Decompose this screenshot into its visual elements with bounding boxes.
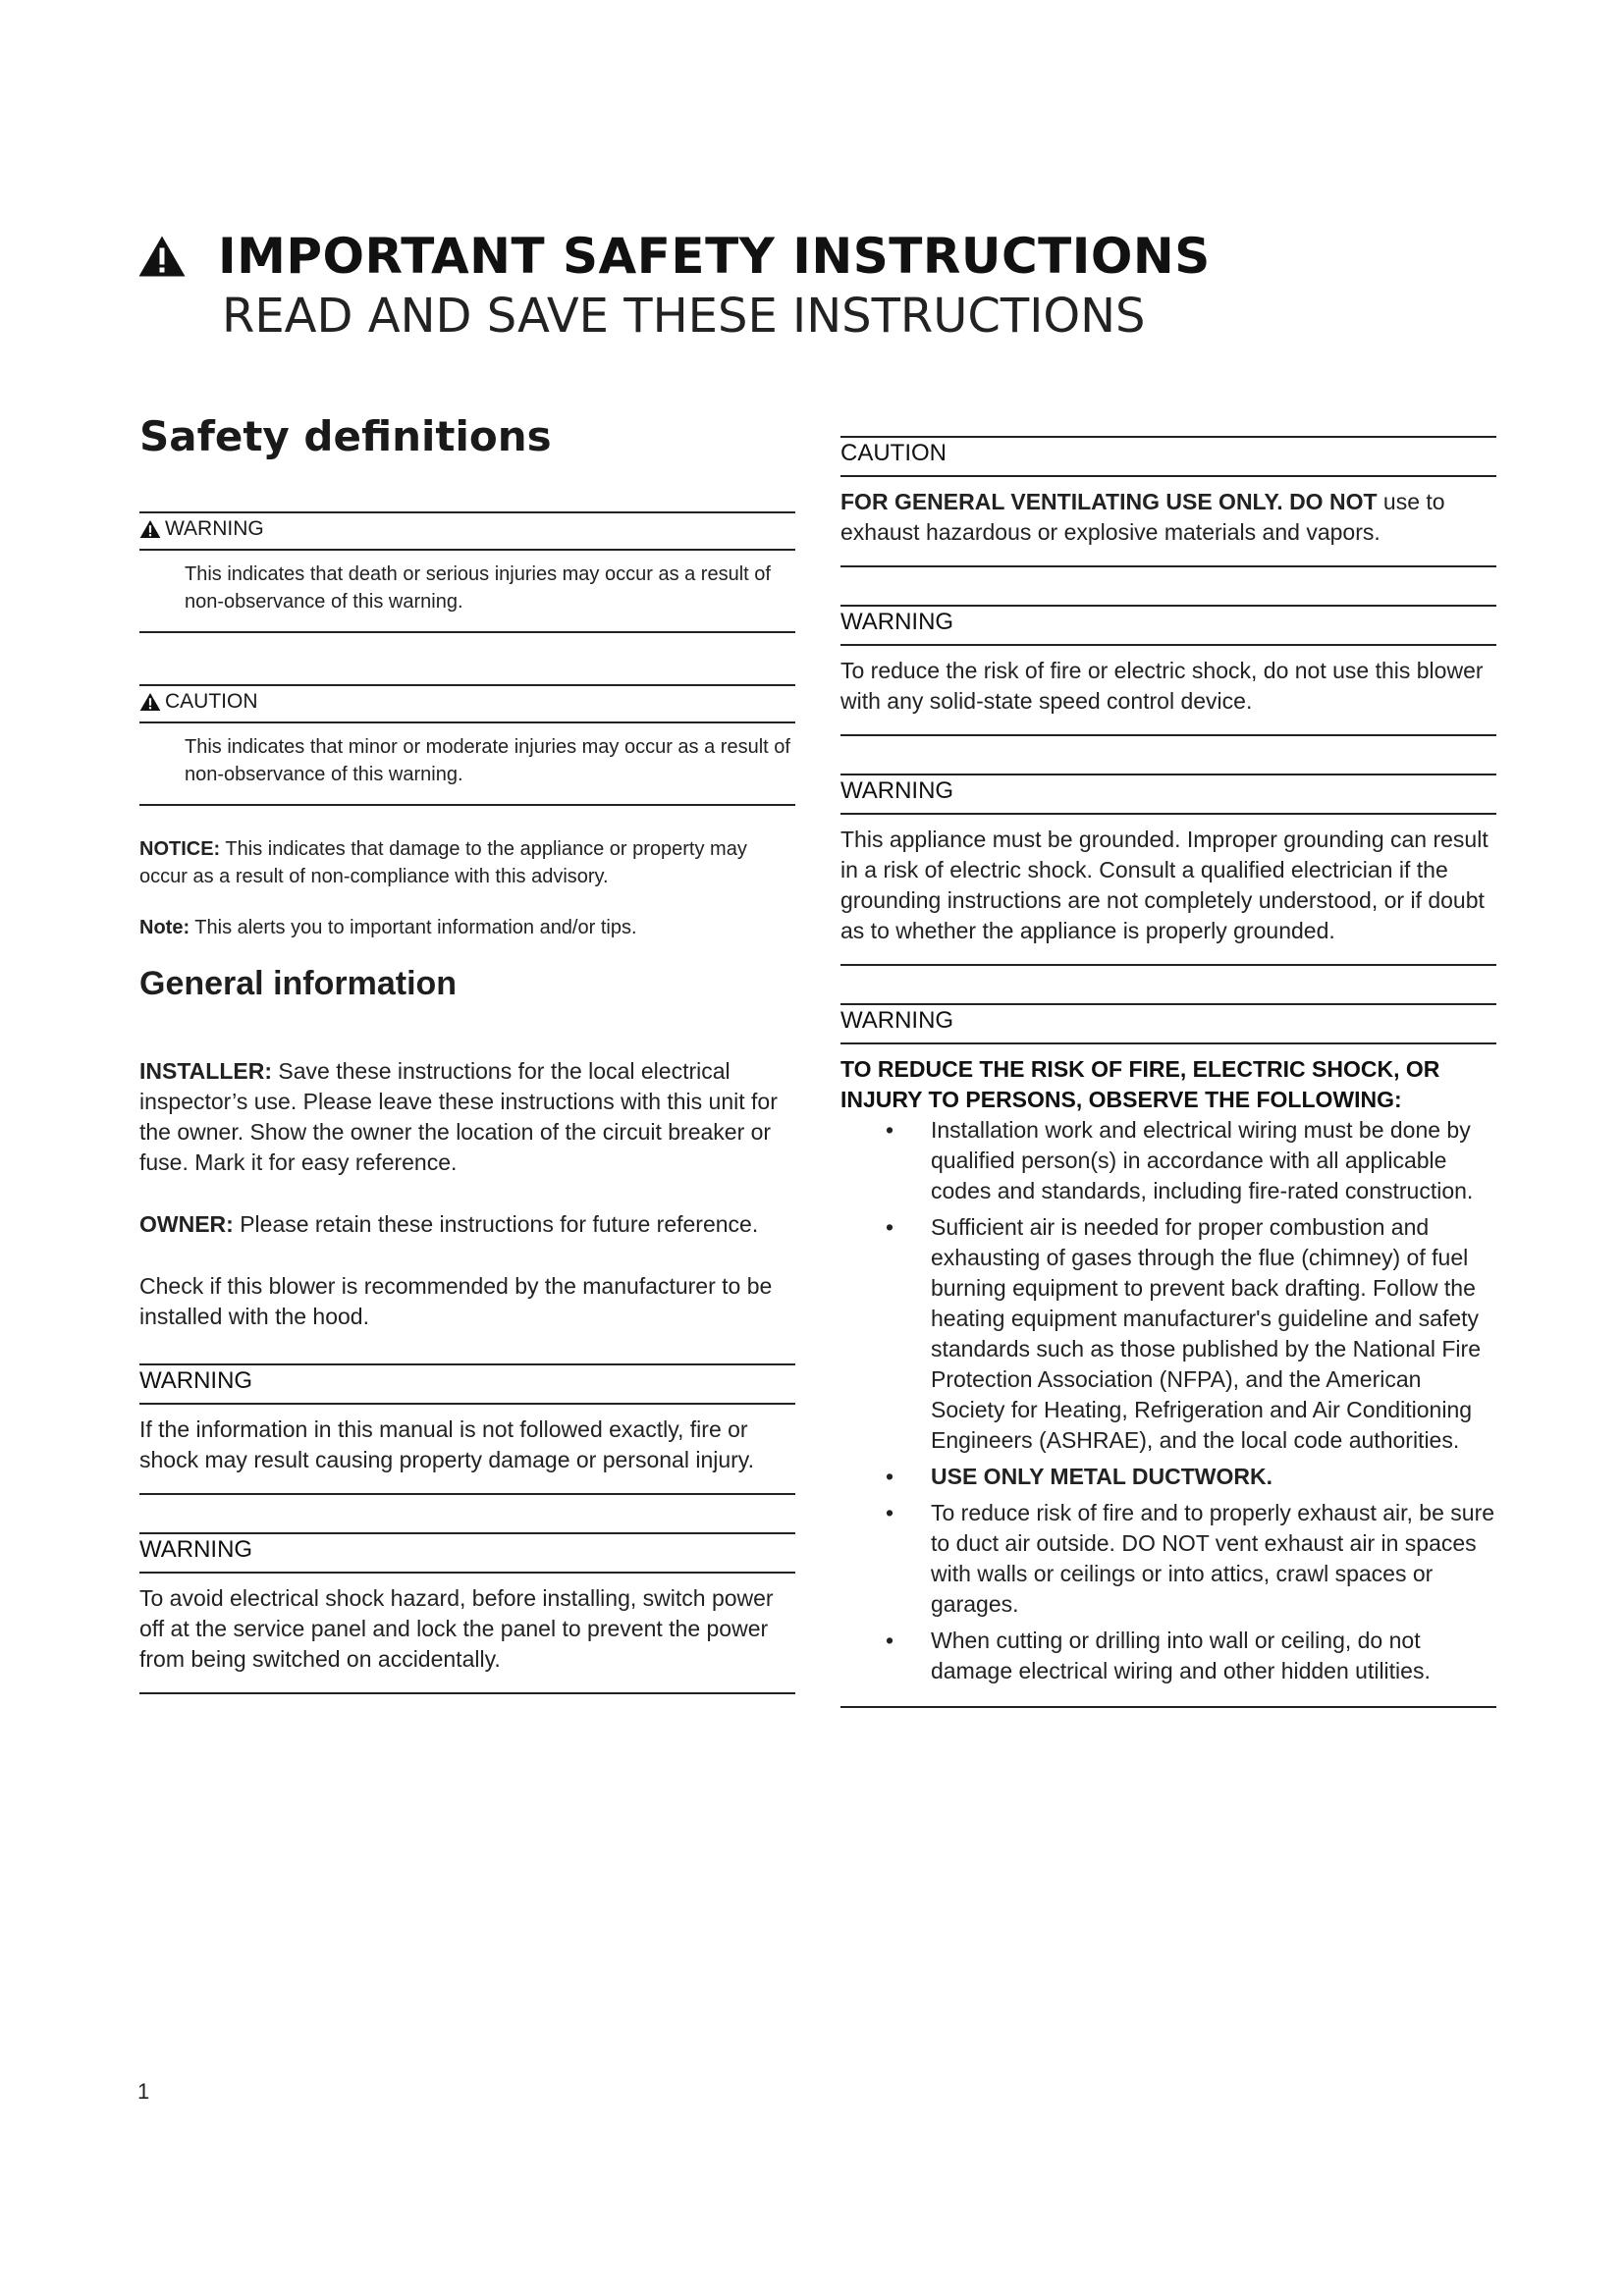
bullet-icon: • — [886, 1214, 894, 1240]
warning-triangle-icon — [139, 519, 161, 539]
caution-definition-text: This indicates that minor or moderate injuries may occur as a result of non-observance of this warning. — [185, 736, 790, 785]
installer-paragraph — [139, 1056, 795, 1178]
page-title: IMPORTANT SAFETY INSTRUCTIONS — [218, 228, 1211, 285]
warning-list-intro: TO REDUCE THE RISK OF FIRE, ELECTRIC SHOCK, OR INJURY TO PERSONS, OBSERVE THE FOLLOWING: — [840, 1056, 1440, 1112]
page-subtitle: READ AND SAVE THESE INSTRUCTIONS — [222, 289, 1146, 344]
owner-label: OWNER: — [139, 1211, 234, 1237]
warning-definition-text: This indicates that death or serious injuries may occur as a result of non-observance of this warning. — [185, 563, 771, 613]
document-header — [137, 228, 1211, 344]
bullet-icon: • — [886, 1628, 894, 1653]
page-number: 1 — [137, 2079, 150, 2104]
bullet-icon: • — [886, 1464, 894, 1489]
warning-box-shock — [139, 1532, 795, 1694]
warning-label: WARNING — [139, 1365, 795, 1405]
warning-box-grounding — [840, 774, 1496, 966]
caution-text — [840, 477, 1496, 565]
list-item-text: Installation work and electrical wiring must be done by qualified person(s) in accordance with all applicable codes and standards, including fire-rated construction. — [931, 1117, 1474, 1203]
list-item — [840, 1498, 1496, 1620]
list-item — [840, 1212, 1496, 1456]
safety-definitions-heading: Safety definitions — [139, 412, 552, 460]
title-row — [137, 228, 1211, 285]
list-item-text: USE ONLY METAL DUCTWORK. — [931, 1464, 1272, 1489]
bullet-icon: • — [886, 1500, 894, 1525]
warning-triangle-icon — [139, 692, 161, 712]
list-item — [840, 1626, 1496, 1686]
warning-label: WARNING — [840, 607, 1496, 646]
owner-paragraph — [139, 1209, 795, 1240]
warning-text: This appliance must be grounded. Improper grounding can result in a risk of electric shock. Consult a qualified electrician if the grounding instructions are not completely understood, or if doubt as to whether the appliance is properly grounded. — [840, 827, 1489, 943]
installer-label: INSTALLER: — [139, 1058, 273, 1084]
caution-definition-header — [139, 686, 795, 723]
warning-text: If the information in this manual is not followed exactly, fire or shock may result causing property damage or personal injury. — [139, 1416, 754, 1472]
caution-definition-box — [139, 684, 795, 806]
note-paragraph — [139, 914, 795, 941]
list-item-text: When cutting or drilling into wall or ceiling, do not damage electrical wiring and other hidden utilities. — [931, 1628, 1431, 1683]
list-item — [840, 1462, 1496, 1492]
warning-definition-label: WARNING — [165, 517, 264, 540]
owner-text: Please retain these instructions for future reference. — [233, 1211, 759, 1237]
warning-box-speed-control — [840, 605, 1496, 736]
list-item-text: Sufficient air is needed for proper combustion and exhausting of gases through the flue (chimney) of fuel burning equipment to prevent back drafting. Follow the heating equipment manufacturer's guideline and safety standards such as those published by the National Fire Protection Association (NFPA), and the American Society for Heating, Refrigeration and Air Conditioning Engineers (ASHRAE), and the local code authorities. — [931, 1214, 1481, 1453]
warning-text: To reduce the risk of fire or electric shock, do not use this blower with any solid-state speed control device. — [840, 658, 1484, 714]
installer-text: Save these instructions for the local electrical inspector’s use. Please leave these instructions with this unit for the owner. Show the owner the location of the circuit breaker or fuse. Mark it for easy reference. — [139, 1058, 778, 1175]
caution-definition-label: CAUTION — [165, 690, 258, 713]
caution-label: CAUTION — [840, 438, 1496, 477]
warning-definition-box — [139, 511, 795, 633]
left-column — [139, 412, 795, 1732]
notice-label: NOTICE: — [139, 838, 221, 860]
caution-bold-text: FOR GENERAL VENTILATING USE ONLY. DO NOT — [840, 489, 1378, 514]
notice-paragraph — [139, 835, 795, 890]
bullet-icon: • — [886, 1117, 894, 1143]
warning-text: To avoid electrical shock hazard, before installing, switch power off at the service panel and lock the panel to prevent the power from being switched on accidentally. — [139, 1585, 774, 1672]
check-paragraph: Check if this blower is recommended by the manufacturer to be installed with the hood. — [139, 1273, 773, 1329]
warning-label: WARNING — [840, 1005, 1496, 1044]
warning-label: WARNING — [139, 1534, 795, 1574]
note-label: Note: — [139, 917, 190, 938]
warning-box-manual — [139, 1363, 795, 1495]
warning-box-risk-list — [840, 1003, 1496, 1708]
warning-triangle-icon — [137, 234, 187, 279]
warning-list-body — [840, 1044, 1496, 1706]
general-information-heading: General information — [139, 965, 458, 1002]
warning-label: WARNING — [840, 775, 1496, 815]
warning-bullet-list — [840, 1115, 1496, 1700]
notice-text: This indicates that damage to the appliance or property may occur as a result of non-compliance with this advisory. — [139, 838, 747, 887]
caution-box-ventilating — [840, 436, 1496, 567]
warning-definition-header — [139, 513, 795, 551]
right-column — [840, 436, 1496, 1745]
note-text: This alerts you to important information and/or tips. — [189, 917, 637, 938]
list-item — [840, 1115, 1496, 1206]
caution-plain-text: use to exhaust hazardous or explosive materials and vapors. — [840, 489, 1445, 545]
list-item-text: To reduce risk of fire and to properly exhaust air, be sure to duct air outside. DO NOT vent exhaust air in spaces with walls or ceilings or into attics, crawl spaces or garages. — [931, 1500, 1495, 1617]
